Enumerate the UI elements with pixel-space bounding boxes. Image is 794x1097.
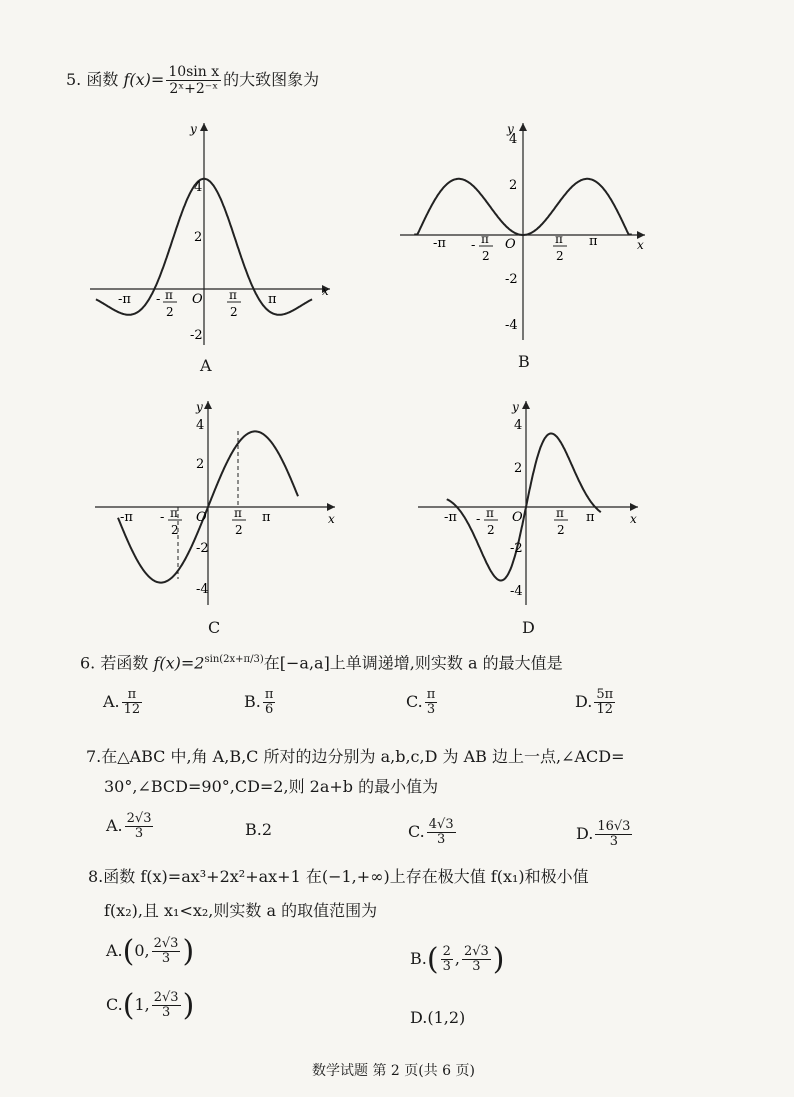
q8-option-d[interactable]: D.(1,2)	[410, 1008, 466, 1027]
svg-text:2: 2	[514, 461, 523, 476]
page-footer: 数学试题 第 2 页(共 6 页)	[312, 1063, 475, 1079]
q7-line2: 30°,∠BCD=90°,CD=2,则 2a+b 的最小值为	[104, 777, 439, 796]
svg-text:2: 2	[194, 230, 203, 245]
svg-text:y: y	[190, 122, 197, 136]
q6-stem: 6. 若函数 $f(x)=2^{sin(2x+\pi/3)}$在[−a,a]上单调递增,则实数 a 的最大值是	[80, 653, 563, 673]
svg-text:O: O	[192, 292, 203, 307]
q7-option-d[interactable]: D. $\frac{16√3}{3}$	[576, 819, 631, 849]
svg-text:-: -	[160, 510, 165, 525]
svg-text:2: 2	[487, 523, 495, 537]
svg-text:-2: -2	[505, 272, 518, 287]
svg-text:-: -	[476, 512, 481, 527]
svg-text:π: π	[234, 506, 242, 520]
graph-c-label: C	[208, 618, 221, 637]
svg-text:-π: -π	[118, 292, 131, 307]
svg-text:2: 2	[196, 457, 205, 472]
svg-text:π: π	[556, 506, 564, 520]
graph-d	[410, 395, 660, 610]
graph-c	[90, 395, 350, 610]
graph-b-label: B	[518, 352, 530, 371]
svg-text:O: O	[196, 510, 207, 525]
svg-text:2: 2	[171, 523, 179, 537]
q7-option-c[interactable]: C. $\frac{4√3}{3}$	[408, 817, 454, 847]
svg-text:2: 2	[509, 178, 518, 193]
svg-text:-π: -π	[444, 510, 457, 525]
svg-text:π: π	[165, 288, 173, 302]
q6-option-a[interactable]: A. $\frac{\pi}{12}$	[103, 687, 141, 717]
svg-text:π: π	[229, 288, 237, 302]
q8-option-b[interactable]: B.( $\frac{2}{3}$ , $\frac{2√3}{3}$ )	[410, 942, 505, 977]
svg-text:y: y	[512, 400, 519, 414]
svg-text:-4: -4	[196, 582, 209, 597]
svg-text:x: x	[630, 512, 637, 526]
q5-stem: 5. 函数 f(x)= $\frac{\text{10sin x}}{\text{2ˣ+2⁻ˣ}}$ 的大致图象为	[66, 64, 320, 97]
graph-a	[80, 115, 340, 350]
svg-text:-: -	[471, 238, 476, 253]
svg-text:π: π	[586, 510, 595, 525]
svg-text:-π: -π	[120, 510, 133, 525]
q6-option-b[interactable]: B. $\frac{\pi}{6}$	[244, 687, 274, 717]
svg-text:2: 2	[482, 249, 490, 263]
q8-option-c[interactable]: C.(1, $\frac{2√3}{3}$ )	[106, 988, 195, 1023]
svg-text:2: 2	[556, 249, 564, 263]
q8-line2: f(x₂),且 x₁<x₂,则实数 a 的取值范围为	[104, 901, 378, 920]
graph-a-label: A	[200, 356, 212, 375]
svg-text:O: O	[512, 510, 523, 525]
svg-text:2: 2	[235, 523, 243, 537]
svg-text:-4: -4	[505, 318, 518, 333]
svg-text:π: π	[481, 232, 489, 246]
svg-text:2: 2	[230, 305, 238, 319]
svg-text:-2: -2	[196, 541, 209, 556]
svg-text:y: y	[196, 400, 203, 414]
svg-text:y: y	[507, 122, 514, 136]
svg-text:2: 2	[166, 305, 174, 319]
svg-text:π: π	[268, 292, 277, 307]
svg-text:4: 4	[196, 418, 205, 433]
graph-d-label: D	[522, 618, 535, 637]
q5-fraction: $\frac{\text{10sin x}}{\text{2ˣ+2⁻ˣ}}$	[168, 64, 220, 97]
svg-text:π: π	[262, 510, 271, 525]
svg-text:2: 2	[557, 523, 565, 537]
q6-option-d[interactable]: D. $\frac{5\pi}{12}$	[575, 687, 614, 717]
svg-text:x: x	[637, 238, 644, 252]
q5-number: 5.	[66, 70, 82, 89]
q7-option-a[interactable]: A. $\frac{2√3}{3}$	[106, 811, 152, 841]
svg-text:π: π	[486, 506, 494, 520]
svg-text:x: x	[322, 284, 329, 298]
svg-text:-4: -4	[510, 584, 523, 599]
svg-text:-π: -π	[433, 236, 446, 251]
q8-line1: 8.函数 f(x)=ax³+2x²+ax+1 在(−1,+∞)上存在极大值 f(x₁)和极小值	[88, 867, 589, 886]
svg-text:4: 4	[194, 180, 203, 195]
svg-text:π: π	[170, 506, 178, 520]
svg-text:x: x	[328, 512, 335, 526]
svg-text:-: -	[156, 292, 161, 307]
svg-text:-2: -2	[510, 541, 523, 556]
svg-text:O: O	[505, 237, 516, 252]
svg-text:π: π	[555, 232, 563, 246]
svg-text:-2: -2	[190, 328, 203, 343]
graph-b	[395, 115, 655, 345]
svg-text:4: 4	[514, 418, 523, 433]
svg-text:4: 4	[509, 132, 518, 147]
q7-line1: 7.在△ABC 中,角 A,B,C 所对的边分别为 a,b,c,D 为 AB 边上一点,∠ACD=	[86, 747, 625, 766]
q8-option-a[interactable]: A.(0, $\frac{2√3}{3}$ )	[106, 934, 195, 969]
q7-option-b[interactable]: B.2	[245, 820, 273, 839]
svg-text:π: π	[589, 234, 598, 249]
q6-option-c[interactable]: C. $\frac{\pi}{3}$	[406, 687, 436, 717]
